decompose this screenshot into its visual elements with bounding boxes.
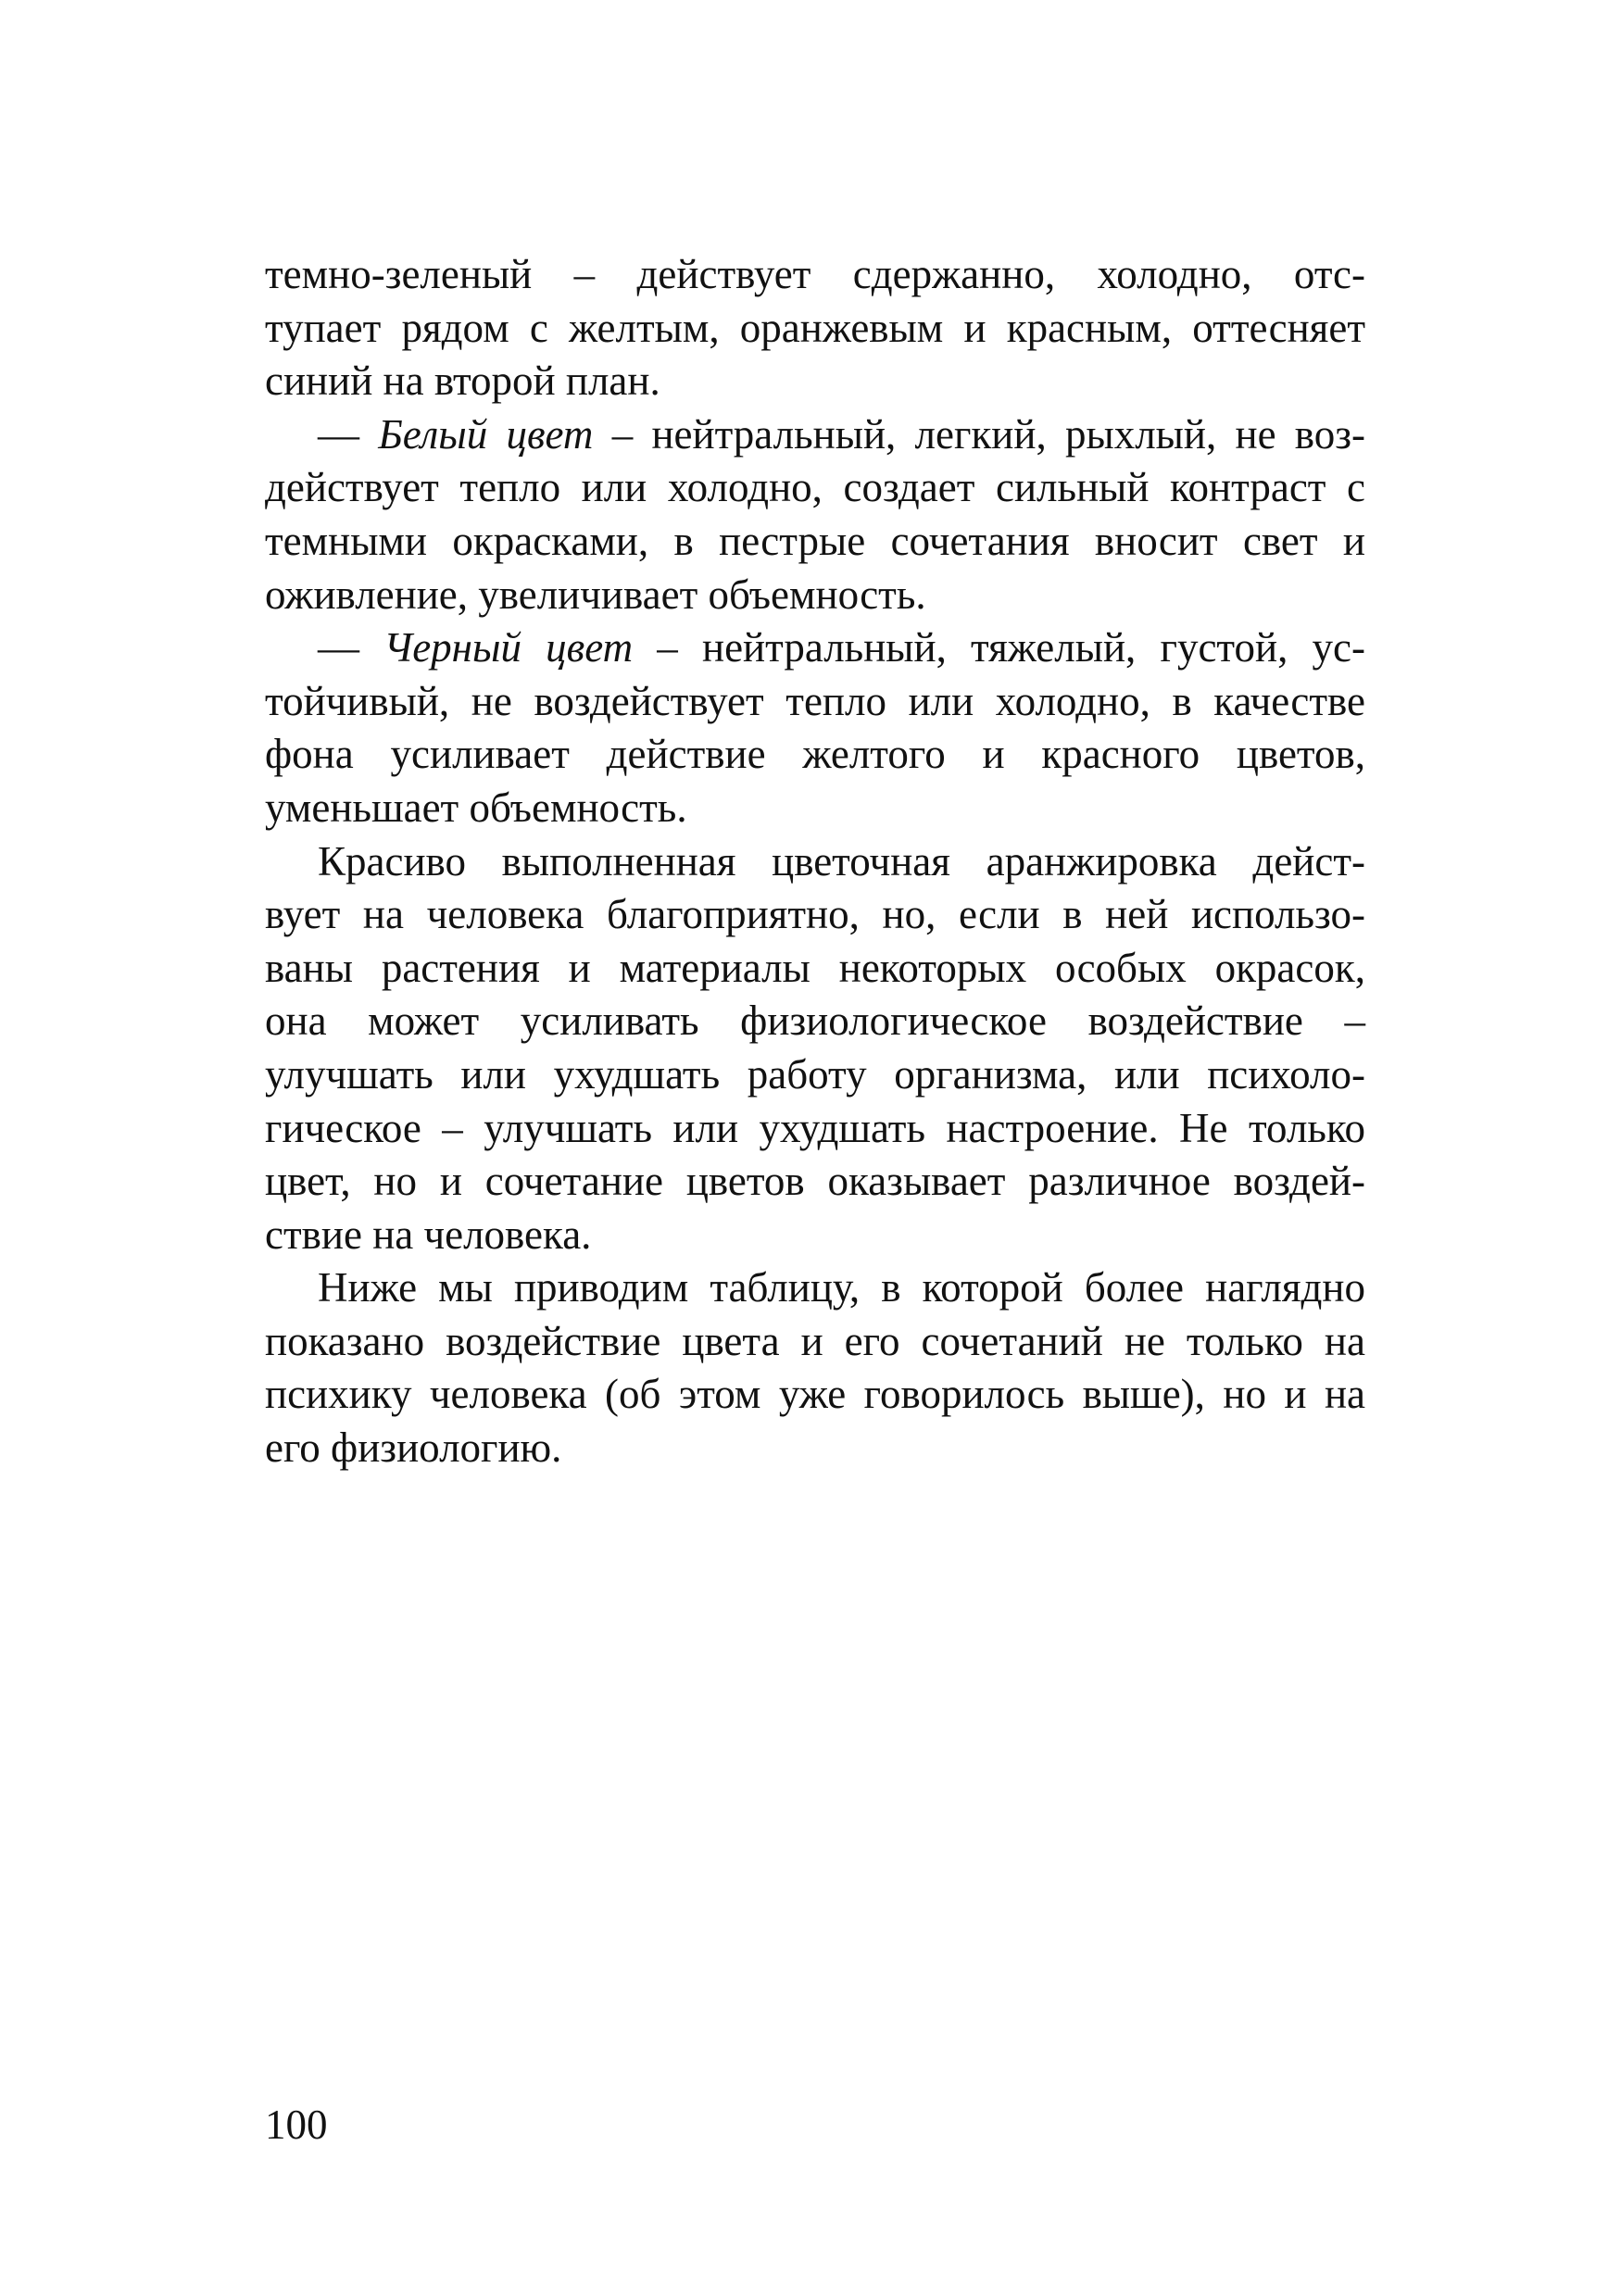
- text-fragment: – нейтральный, тяжелый, густой, ус-: [633, 624, 1365, 671]
- text-line: синий на второй план.: [265, 358, 660, 405]
- text-line: психику человека (об этом уже говорилось выше), но и на: [265, 1371, 1365, 1418]
- term-white-color: Белый цвет: [378, 410, 594, 458]
- text-line: вует на человека благоприятно, но, если в ней использо-: [265, 891, 1365, 938]
- text-line: Ниже мы приводим таблицу, в которой более наглядно: [318, 1264, 1365, 1311]
- text-line: гическое – улучшать или ухудшать настроение. Не только: [265, 1104, 1365, 1151]
- text-line: темно-зеленый – действует сдержанно, холодно, отс-: [265, 251, 1365, 297]
- text-line: цвет, но и сочетание цветов оказывает различное воздей-: [265, 1158, 1365, 1205]
- text-line: ствие на человека.: [265, 1211, 592, 1258]
- text-line: [265, 621, 1365, 675]
- paragraph-dark-green: [265, 248, 1365, 408]
- text-line: показано воздействие цвета и его сочетаний не только на: [265, 1317, 1365, 1364]
- text-line: она может усиливать физиологическое воздействие –: [265, 997, 1365, 1045]
- text-line: улучшать или ухудшать работу организма, или психоло-: [265, 1050, 1365, 1098]
- text-line: фона усиливает действие желтого и красного цветов,: [265, 731, 1365, 778]
- paragraph-table-intro: [265, 1261, 1365, 1474]
- lead-dash: —: [318, 410, 379, 458]
- paragraph-white-color: [265, 408, 1365, 621]
- paragraph-arrangement: [265, 835, 1365, 1262]
- text-line: уменьшает объемность.: [265, 784, 687, 831]
- paragraph-black-color: [265, 621, 1365, 834]
- text-line: тупает рядом с желтым, оранжевым и красным, оттесняет: [265, 304, 1365, 351]
- term-black-color: Черный цвет: [383, 624, 634, 671]
- text-line: Красиво выполненная цветочная аранжировка дейст-: [318, 837, 1365, 885]
- text-fragment: – нейтральный, легкий, рыхлый, не воз-: [593, 410, 1366, 458]
- text-line: ваны растения и материалы некоторых особых окрасок,: [265, 944, 1365, 991]
- text-line: его физиологию.: [265, 1424, 562, 1472]
- text-line: действует тепло или холодно, создает сильный контраст с: [265, 464, 1365, 511]
- text-line: [265, 408, 1365, 462]
- text-line: темными окрасками, в пестрые сочетания вносит свет и: [265, 517, 1365, 564]
- lead-dash: —: [318, 624, 384, 671]
- body-text: [265, 248, 1365, 1475]
- page-number: 100: [265, 2102, 328, 2148]
- text-line: тойчивый, не воздействует тепло или холодно, в качестве: [265, 677, 1365, 724]
- text-line: оживление, увеличивает объемность.: [265, 571, 926, 618]
